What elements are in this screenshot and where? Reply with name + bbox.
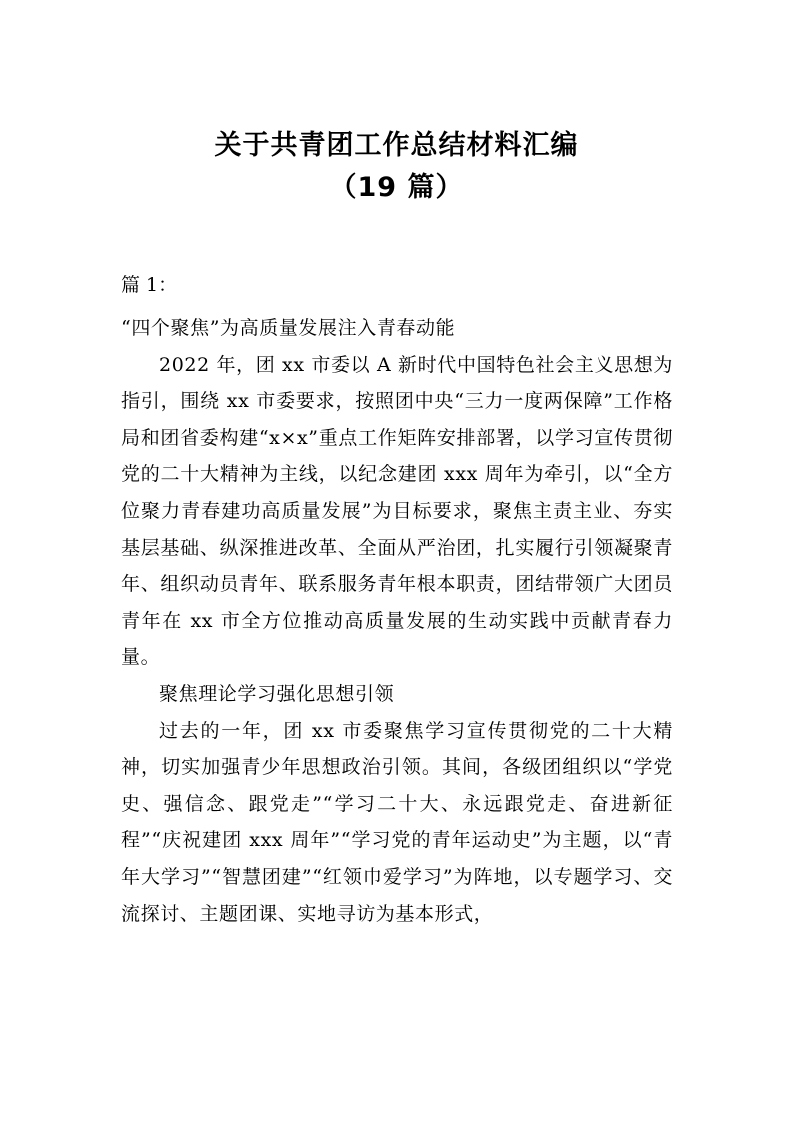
body-text bbox=[121, 310, 673, 932]
document-title: 关于共青团工作总结材料汇编 bbox=[214, 130, 579, 161]
subsection-heading: 聚焦理论学习强化思想引领 bbox=[159, 682, 395, 705]
section-label: 篇 1： bbox=[121, 274, 178, 296]
body-paragraph: 过去的一年，团 xx 市委聚焦学习宣传贯彻党的二十大精神，切实加强青少年思想政治引领。其间，各级团组织以“学党史、强信念、跟党走”“学习二十大、永远跟党走、奋进新征程”“庆祝建团 xxx 周年”“学习党的青年运动史”为主题，以“青年大学习”“智慧团建”“红领巾爱学习”为阵地，以专题学习、交流探讨、主题团课、实地寻访为基本形式， bbox=[121, 719, 673, 925]
article-heading: “四个聚焦”为高质量发展注入青春动能 bbox=[121, 317, 456, 339]
body-paragraph: 2022 年，团 xx 市委以 A 新时代中国特色社会主义思想为指引，围绕 xx 市委要求，按照团中央“三力一度两保障”工作格局和团省委构建“x×x”重点工作矩阵安排部署，以学习宣传贯彻党的二十大精神为主线，以纪念建团 xxx 周年为牵引，以“全方位聚力青春建功高质量发展”为目标要求，聚焦主责主业、夯实基层基础、纵深推进改革、全面从严治团，扎实履行引领凝聚青年、组织动员青年、联系服务青年根本职责，团结带领广大团员青年在 xx 市全方位推动高质量发展的生动实践中贡献青春力量。 bbox=[121, 353, 673, 669]
document-subtitle: （19 篇） bbox=[329, 172, 464, 203]
